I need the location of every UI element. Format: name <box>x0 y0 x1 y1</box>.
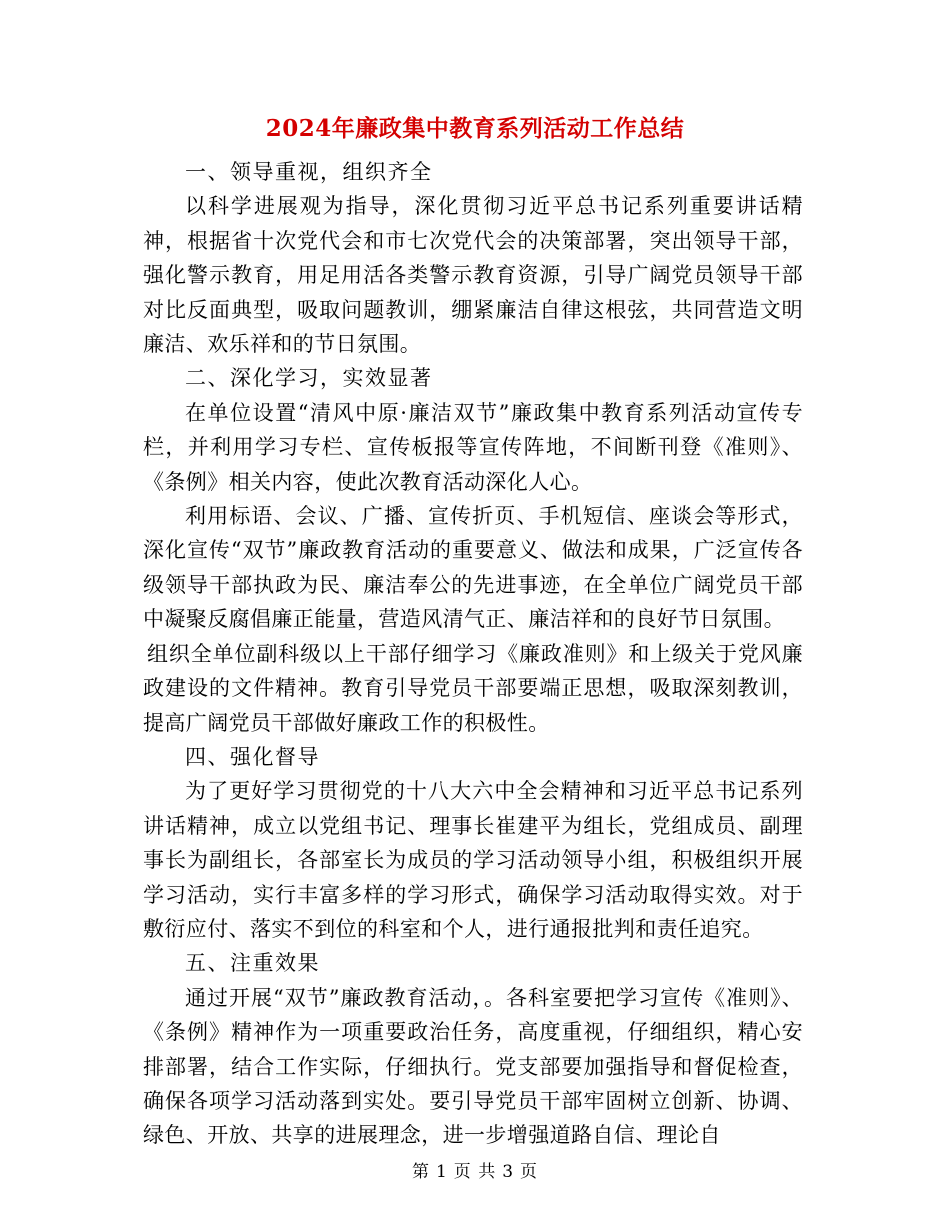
footer-page-number: 1 <box>435 1162 448 1182</box>
paragraph-effect: 通过开展“双节”廉政教育活动，。各科室要把学习宣传《准则》、《条例》精神作为一项重要政治任务，高度重视，仔细组织，精心安排部署，结合工作实际，仔细执行。党支部要加强指导和督促检查，确保各项学习活动落到实处。要引导党员干部牢固树立创新、协调、绿色、开放、共享的进展理念，进一步增强道路自信、理论自 <box>143 985 803 1148</box>
paragraph-leadership: 以科学进展观为指导，深化贯彻习近平总书记系列重要讲话精神，根据省十次党代会和市七次党代会的决策部署，突出领导干部，强化警示教育，用足用活各类警示教育资源，引导广阔党员领导干部对比反面典型，吸取问题教训，绷紧廉洁自律这根弦，共同营造文明廉洁、欢乐祥和的节日氛围。 <box>143 194 803 357</box>
footer-total-pages: 3 <box>502 1162 515 1182</box>
document-title: 2024年廉政集中教育系列活动工作总结 <box>265 115 685 142</box>
section-heading-study: 二、深化学习，实效显著 <box>185 366 433 391</box>
paragraph-column: 在单位设置“清风中原·廉洁双节”廉政集中教育系列活动宣传专栏，并利用学习专栏、宣传板报等宣传阵地，不间断刊登《准则》、《条例》相关内容，使此次教育活动深化人心。 <box>143 400 803 494</box>
footer-suffix: 页 <box>520 1162 539 1182</box>
document-body <box>143 155 803 1153</box>
footer-prefix: 第 <box>411 1162 430 1182</box>
footer-middle: 页 共 <box>453 1162 497 1182</box>
section-heading-supervision: 四、强化督导 <box>185 744 320 769</box>
paragraph-publicity: 利用标语、会议、广播、宣传折页、手机短信、座谈会等形式，深化宣传“双节”廉政教育活动的重要意义、做法和成果，广泛宣传各级领导干部执政为民、廉洁奉公的先进事迹，在全单位广阔党员干部中凝聚反腐倡廉正能量，营造风清气正、廉洁祥和的良好节日氛围。 <box>143 504 803 632</box>
paragraph-organize: 组织全单位副科级以上干部仔细学习《廉政准则》和上级关于党风廉政建设的文件精神。教育引导党员干部要端正思想，吸取深刻教训，提高广阔党员干部做好廉政工作的积极性。 <box>143 641 803 735</box>
section-heading-effect: 五、注重效果 <box>185 951 320 976</box>
paragraph-supervision: 为了更好学习贯彻党的十八大六中全会精神和习近平总书记系列讲话精神，成立以党组书记、理事长崔建平为组长，党组成员、副理事长为副组长，各部室长为成员的学习活动领导小组，积极组织开展学习活动，实行丰富多样的学习形式，确保学习活动取得实效。对于敷衍应付、落实不到位的科室和个人，进行通报批判和责任追究。 <box>143 779 803 941</box>
page-footer <box>0 1157 950 1182</box>
section-heading-leadership: 一、领导重视，组织齐全 <box>185 160 433 184</box>
